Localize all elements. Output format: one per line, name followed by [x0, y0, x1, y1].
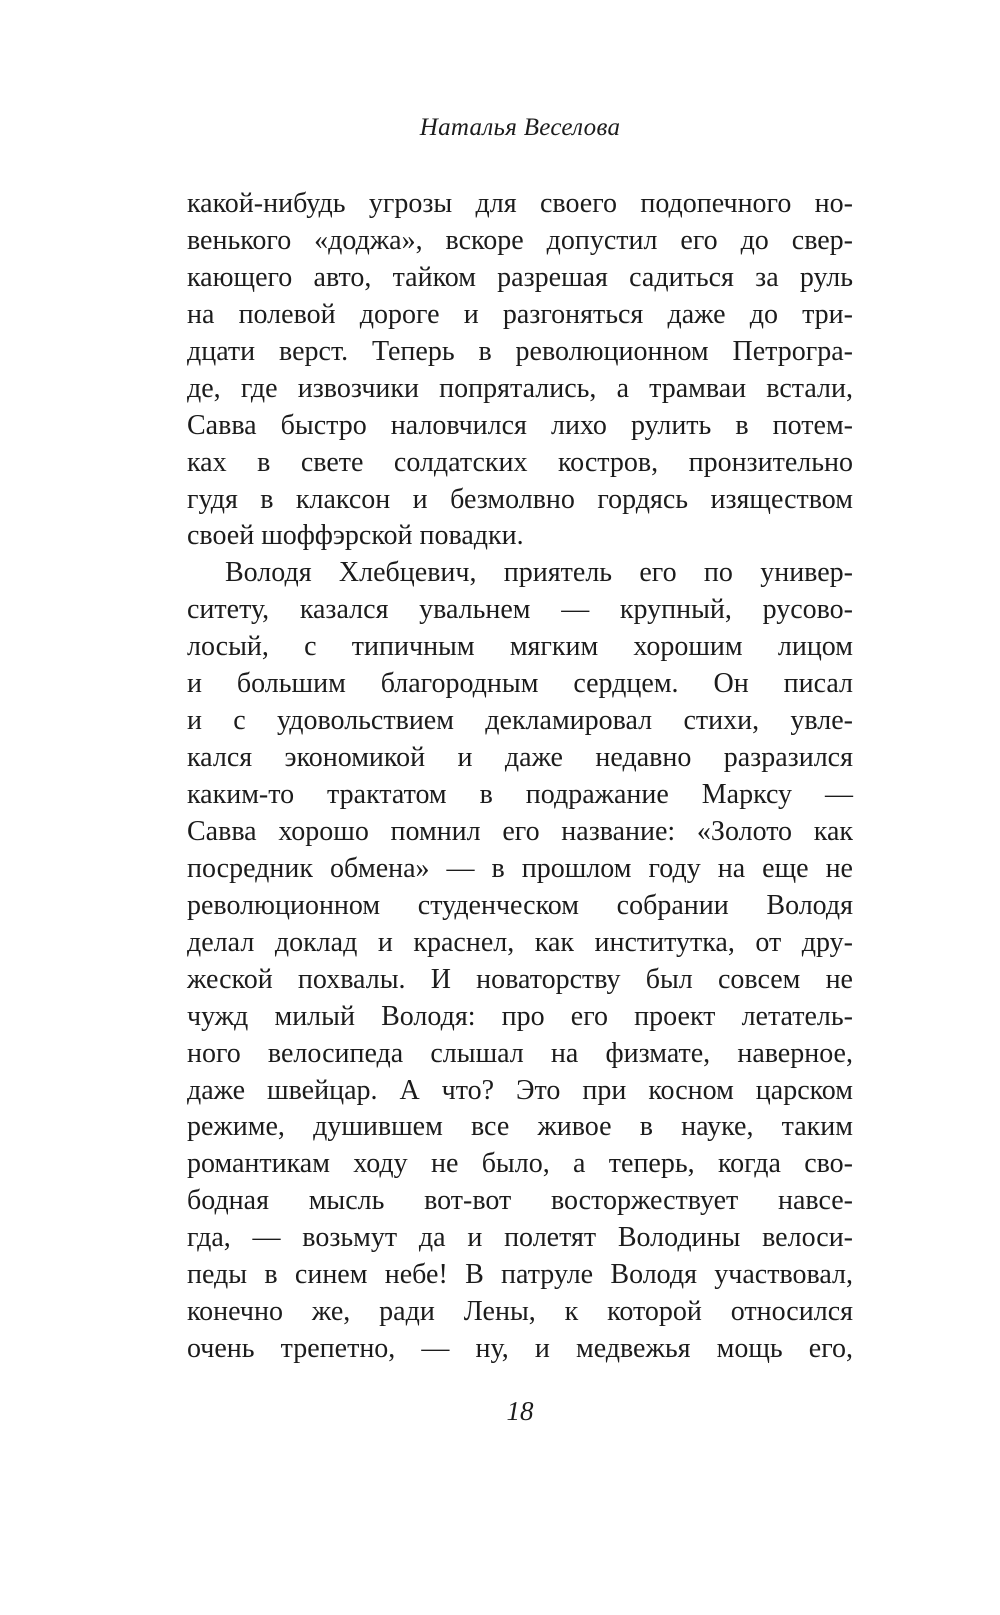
text-line: кался экономикой и даже недавно разразился	[187, 742, 853, 774]
text-line: чужд милый Володя: про его проект летатель-	[187, 1000, 853, 1032]
text-line: ках в свете солдатских костров, пронзительно	[187, 446, 853, 478]
text-line: революционном студенческом собрании Володя	[187, 889, 853, 921]
text-line: своей шоффэрской повадки.	[187, 520, 524, 552]
text-line: ситету, казался увальнем — крупный, русово-	[187, 594, 853, 626]
running-head-author: Наталья Веселова	[419, 114, 621, 141]
text-line: педы в синем небе! В патруле Володя участвовал,	[187, 1259, 853, 1291]
text-line: романтикам ходу не было, а теперь, когда сво-	[187, 1148, 853, 1180]
text-line: гда, — возьмут да и полетят Володины велоси-	[187, 1222, 853, 1254]
text-line: лосый, с типичным мягким хорошим лицом	[187, 631, 853, 663]
text-line: режиме, душившем все живое в науке, таким	[187, 1111, 853, 1143]
text-line: Савва быстро наловчился лихо рулить в потем-	[187, 409, 853, 441]
paragraph	[187, 555, 853, 1368]
text-line: Володя Хлебцевич, приятель его по универ-	[225, 557, 853, 589]
text-line: посредник обмена» — в прошлом году на еще не	[187, 852, 853, 884]
text-line: очень трепетно, — ну, и медвежья мощь его,	[187, 1333, 853, 1365]
text-line: ного велосипеда слышал на физмате, наверное,	[187, 1037, 853, 1069]
text-line: каким-то трактатом в подражание Марксу —	[187, 779, 853, 810]
text-line: и с удовольствием декламировал стихи, увле-	[187, 705, 853, 737]
text-line: венького «доджа», вскоре допустил его до свер-	[187, 224, 853, 256]
text-line: де, где извозчики попрятались, а трамваи встали,	[187, 372, 853, 404]
text-line: даже швейцар. А что? Это при косном царском	[187, 1074, 853, 1106]
text-line: и большим благородным сердцем. Он писал	[187, 668, 853, 700]
text-line: бодная мысль вот-вот восторжествует навсе-	[187, 1185, 853, 1217]
text-line: конечно же, ради Лены, к которой относился	[187, 1296, 853, 1328]
text-line: жеской похвалы. И новаторству был совсем не	[187, 963, 853, 995]
text-line: дцати верст. Теперь в революционном Петрогра-	[187, 335, 853, 367]
paragraph	[187, 186, 853, 555]
text-line: кающего авто, тайком разрешая садиться за руль	[187, 261, 853, 293]
body-text	[187, 186, 853, 1368]
text-line: делал доклад и краснел, как институтка, от дру-	[187, 926, 853, 958]
text-line: на полевой дороге и разгоняться даже до три-	[187, 298, 853, 330]
text-line: Савва хорошо помнил его название: «Золото как	[187, 815, 853, 847]
text-line: гудя в клаксон и безмолвно гордясь изяществом	[187, 483, 853, 515]
text-line: какой-нибудь угрозы для своего подопечного но-	[187, 188, 853, 219]
page-number: 18	[506, 1396, 534, 1426]
